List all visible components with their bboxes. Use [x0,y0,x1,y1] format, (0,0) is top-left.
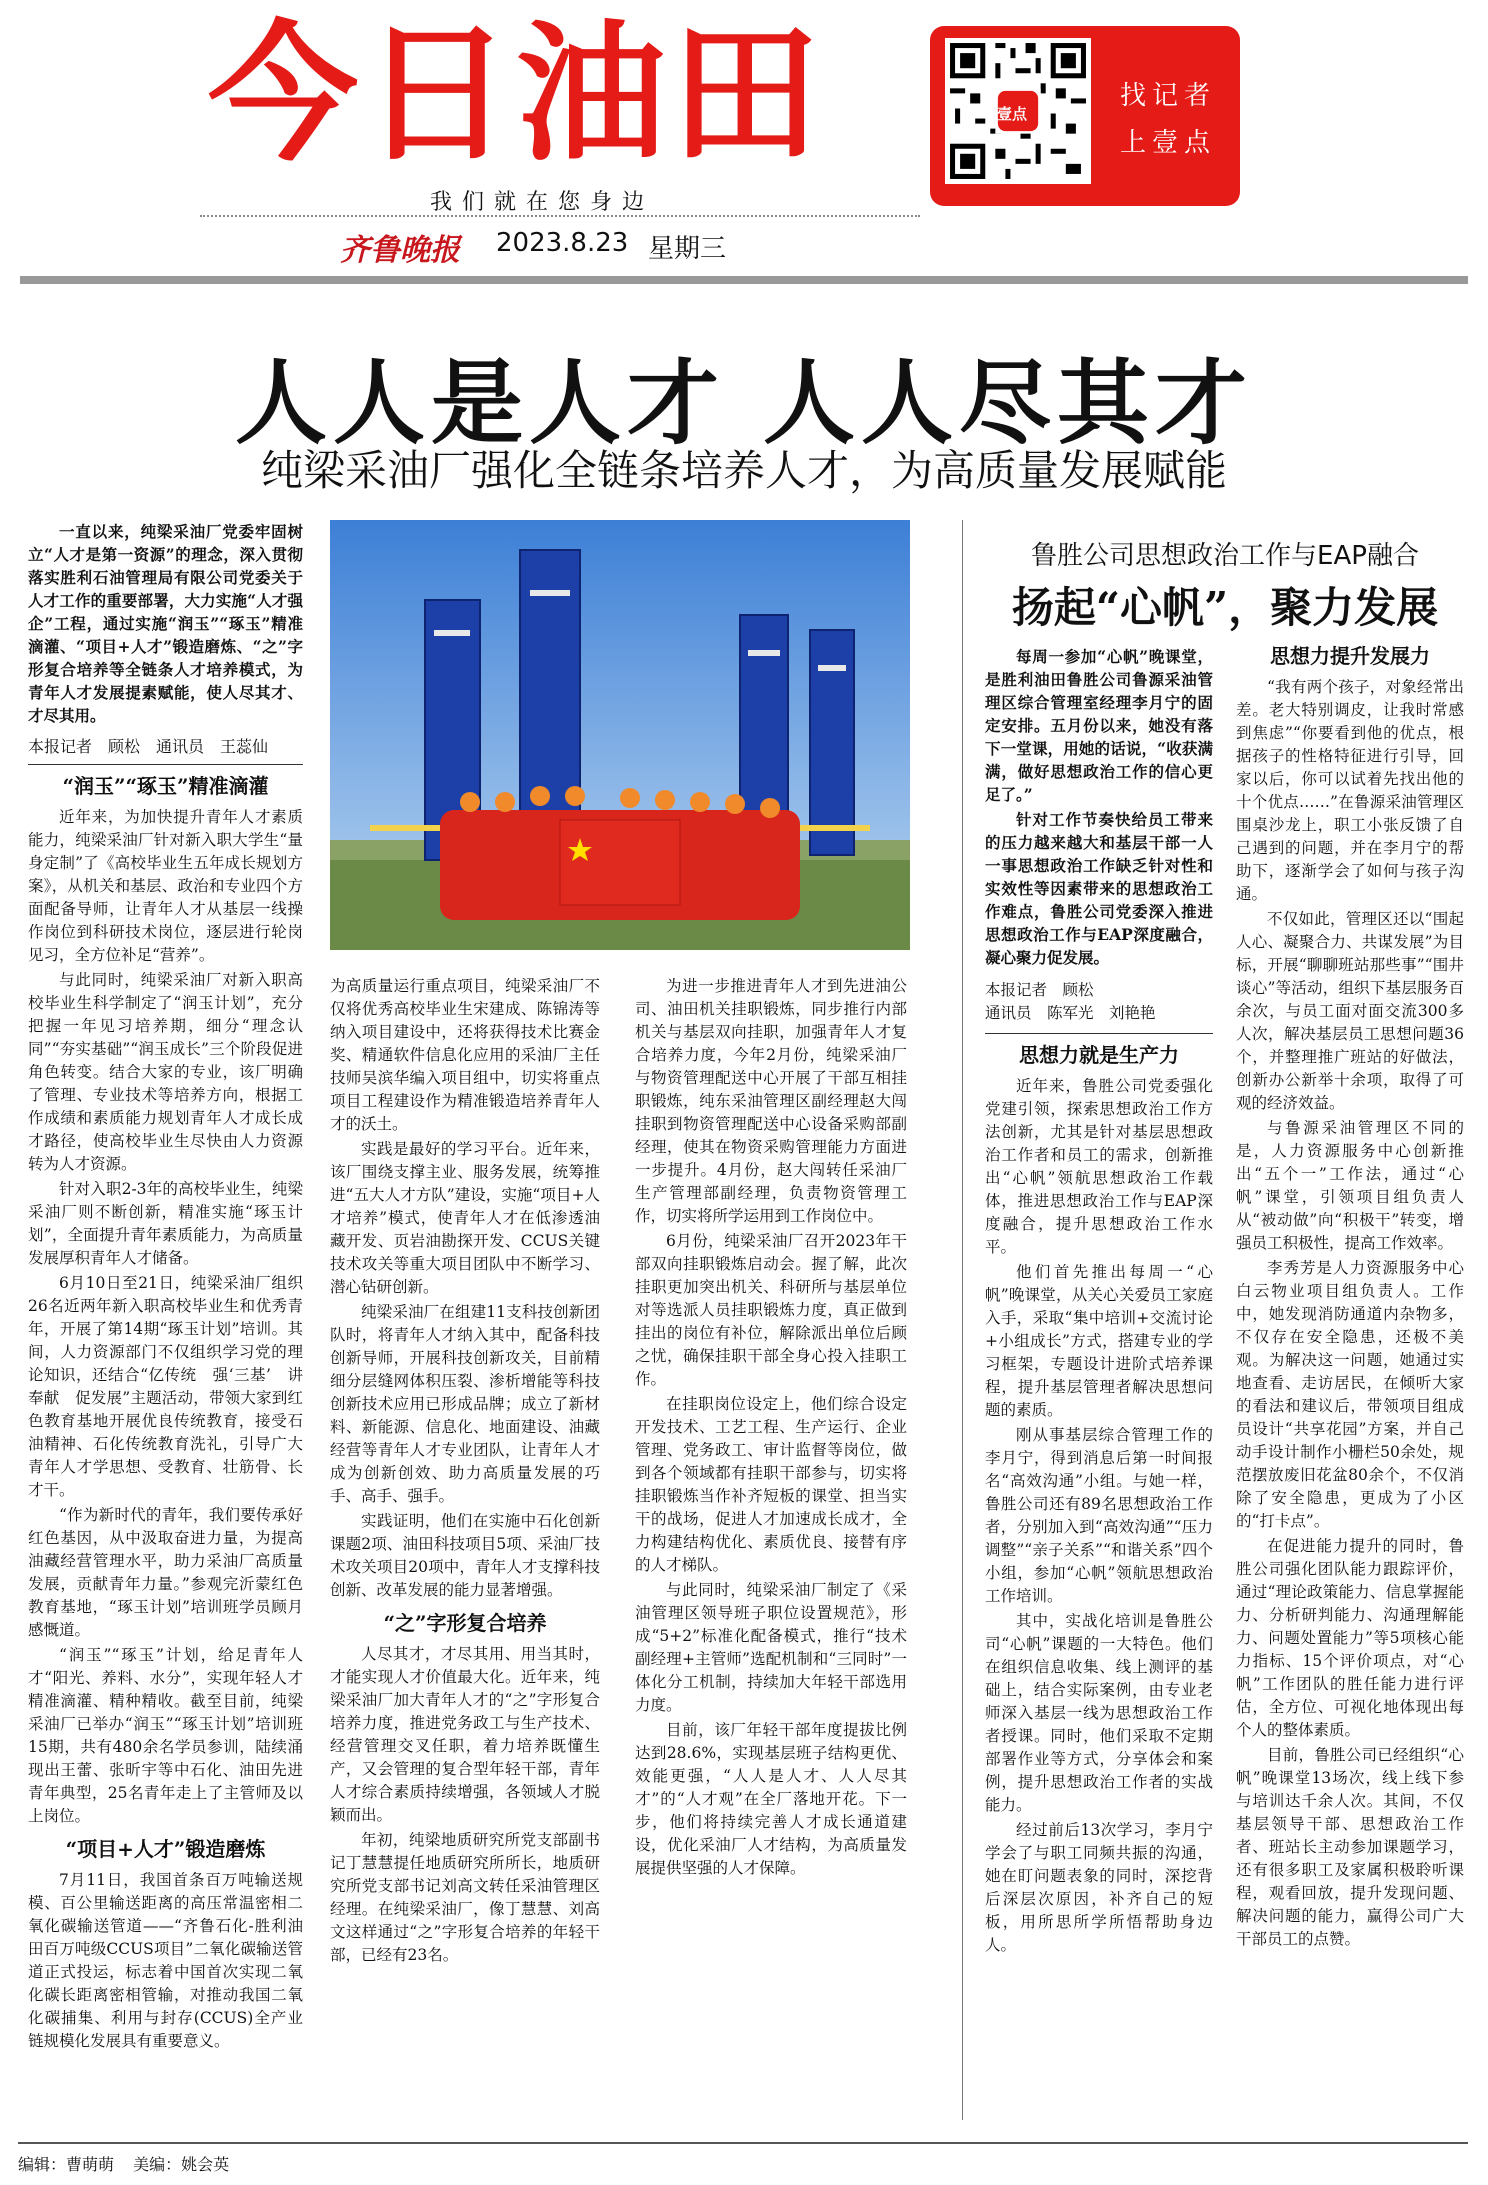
article-byline: 本报记者 顾松 通讯员 王蕊仙 [28,735,303,765]
paragraph: 不仅如此，管理区还以“围起人心、凝聚合力、共谋发展”为目标，开展“聊聊班站那些事”“围井谈心”等活动，组织下基层服务百余次，与员工面对面交流300多人次，解决基层员工思想问题36个，并整理推广班站的好做法，创新办公新举十余项，取得了可观的经济效益。 [1236,910,1464,1112]
subheadline: 纯梁采油厂强化全链条培养人才，为高质量发展赋能 [260,446,1227,495]
side-byline [985,979,1213,1025]
paragraph: 年初，纯梁地质研究所党支部副书记丁慧慧提任地质研究所所长，地质研究所党支部书记刘高文转任采油管理区经理。在纯梁采油厂，像丁慧慧、刘高文这样通过“之”字形复合培养的年轻干部，已经有23名。 [330,1831,600,1964]
headline: 人人是人才 人人尽其才 [234,349,1254,457]
footer-credits [18,2152,229,2175]
side-lead: 针对工作节奏快给员工带来的压力越来越大和基层干部一人一事思想政治工作缺乏针对性和实效性等因素带来的思想政治工作难点，鲁胜公司党委深入推进思想政治工作与EAP深度融合，凝心聚力促发展。 [985,810,1213,967]
qr-label: 壹点 [997,105,1028,123]
side-column-1 [985,645,1213,1959]
editor-credit: 编辑：曹萌萌 [18,2155,115,2174]
paragraph-continued: 为高质量运行重点项目，纯梁采油厂不仅将优秀高校毕业生宋建成、陈锦涛等纳入项目建设中，还将获得技术比赛金奖、精通软件信息化应用的采油厂主任技师吴滨华编入项目组中，切实将重点项目工程建设作为精准锻造培养青年人才的沃土。 [330,977,600,1133]
paragraph: “我有两个孩子，对象经常出差。老大特别调皮，让我时常感到焦虑”“你要看到他的优点，根据孩子的性格特征进行引导，回家以后，你可以试着先找出他的十个优点……”在鲁源采油管理区围桌沙龙上，职工小张反馈了自己遇到的问题，并在李月宁的帮助下，逐渐学会了如何与孩子沟通。 [1236,678,1464,903]
section-heading: “项目+人才”锻造磨炼 [65,1837,266,1861]
issue-date: 2023.8.23 [496,228,629,258]
paragraph: 与此同时，纯梁采油厂对新入职高校毕业生科学制定了“润玉计划”，充分把握一年见习培养期，细分“理念认同”“夯实基础”“润玉成长”三个阶段促进角色转变。结合大家的专业，该厂明确了管理、专业技术等培养方向，根据工作成绩和素质能力规划青年人才成长成才路径，使高校毕业生尽快由人力资源转为人才资源。 [28,971,303,1173]
paragraph: 实践是最好的学习平台。近年来，该厂围绕支撑主业、服务发展，统筹推进“五大人才方队”建设，实施“项目+人才培养”模式，使青年人才在低渗透油藏开发、页岩油勘探开发、CCUS关键技术攻关等重大项目团队中不断学习、潜心钻研创新。 [330,1140,600,1296]
oil-pump-photo-icon [330,520,910,950]
section-heading: 思想力就是生产力 [1019,1043,1179,1067]
section-heading: 思想力提升发展力 [1270,644,1430,668]
paragraph: 近年来，鲁胜公司党委强化党建引领，探索思想政治工作方法创新，尤其是针对基层思想政治工作者和员工的需求，创新推出“心帆”领航思想政治工作载体，推进思想政治工作与EAP深度融合，提升思想政治工作水平。 [985,1077,1213,1256]
main-column-2 [330,975,600,1969]
banner-line-1: 找记者 [1120,81,1217,111]
masthead-slogan: 我们就在您身边 [430,190,655,215]
masthead-title: 今日油田 [208,8,825,182]
paragraph: 6月10日至21日，纯梁采油厂组织26名近两年新入职高校毕业生和优秀青年，开展了第14期“琢玉计划”培训。其间，人力资源部门不仅组织学习党的理论知识，还结合“亿传统 强‘三基’ 讲奉献 促发展”主题活动，带领大家到红色教育基地开展优良传统教育，接受石油精神、石化传统教育洗礼，引导广大青年人才学思想、受教育、壮筋骨、长才干。 [28,1274,303,1499]
paragraph: 针对入职2-3年的高校毕业生，纯梁采油厂则不断创新，精准实施“琢玉计划”，全面提升青年素质能力，为高质量发展厚积青年人才储备。 [28,1180,303,1267]
paragraph: 人尽其才，才尽其用、用当其时，才能实现人才价值最大化。近年来，纯梁采油厂加大青年人才的“之”字形复合培养力度，推进党务政工与生产技术、经营管理交叉任职，着力培养既懂生产，又会管理的复合型年轻干部，青年人才综合素质持续增强，各领域人才脱颖而出。 [330,1645,600,1824]
main-column-3 [635,975,907,1882]
side-kicker: 鲁胜公司思想政治工作与EAP融合 [1031,541,1419,571]
paragraph: 其中，实战化培训是鲁胜公司“心帆”课题的一大特色。他们在组织信息收集、线上测评的基础上，结合实际案例，由专业老师深入基层一线为思想政治工作者授课。同时，他们采取不定期部署作业等方式，分享体会和案例，提升思想政治工作者的实战能力。 [985,1612,1213,1814]
issue-weekday: 星期三 [648,234,727,264]
paragraph: 与此同时，纯梁采油厂制定了《采油管理区领导班子职位设置规范》，形成“5+2”标准化配备模式，推行“技术副经理+主管师”选配机制和“三同时”一体化分工机制，持续加大年轻干部选用力度。 [635,1581,907,1714]
paragraph: 刚从事基层综合管理工作的李月宁，得到消息后第一时间报名“高效沟通”小组。与她一样，鲁胜公司还有89名思想政治工作者，分别加入到“高效沟通”“压力调整”“亲子关系”“和谐关系”四个小组，参加“心帆”领航思想政治工作培训。 [985,1426,1213,1605]
main-column-1 [28,520,303,2055]
masthead-rule [20,276,1468,284]
paragraph: 经过前后13次学习，李月宁学会了与职工同频共振的沟通，她在盯问题表象的同时，深挖背后深层次原因，补齐自己的短板，用所思所学所悟帮助身边人。 [985,1821,1213,1954]
side-rule [985,1033,1213,1034]
news-photo [330,520,910,950]
side-byline-correspondents: 通讯员 陈军光 刘艳艳 [985,1004,1156,1022]
paragraph: 他们首先推出每周一“心帆”晚课堂，从关心关爱员工家庭入手，采取“集中培训+交流讨论+小组成长”方式，搭建专业的学习框架，专题设计进阶式培养课程，提升基层管理者解决思想问题的素质。 [985,1263,1213,1419]
paragraph: 为进一步推进青年人才到先进油公司、油田机关挂职锻炼，同步推行内部机关与基层双向挂职，加强青年人才复合培养力度，今年2月份，纯梁采油厂与物资管理配送中心开展了干部互相挂职锻炼，纯东采油管理区副经理赵大闯挂职到物资管理配送中心设备采购部副经理，使其在物资采购管理能力方面进一步提升。4月份，赵大闯转任采油厂生产管理部副经理，负责物资管理工作，切实将所学运用到工作岗位中。 [635,977,907,1225]
paragraph: 目前，鲁胜公司已经组织“心帆”晚课堂13场次，线上线下参与培训达千余人次。其间，不仅基层领导干部、思想政治工作者、班站长主动参加课题学习，还有很多职工及家属积极聆听课程，观看回放，提升发现问题、解决问题的能力，赢得公司广大干部员工的点赞。 [1236,1746,1464,1948]
article-lead: 一直以来，纯梁采油厂党委牢固树立“人才是第一资源”的理念，深入贯彻落实胜利石油管理局有限公司党委关于人才工作的重要部署，大力实施“人才强企”工程，通过实施“润玉”“琢玉”精准滴灌、“项目+人才”锻造磨炼、“之”字形复合培养等全链条人才培养模式，为青年人才发展提素赋能，使人尽其才、才尽其用。 [28,522,303,725]
paragraph: “润玉”“琢玉”计划，给足青年人才“阳光、养料、水分”，实现年轻人才精准滴灌、精种精收。截至目前，纯梁采油厂已举办“润玉”“琢玉计划”培训班15期，共有480余名学员参训，陆续涌现出王蕾、张昕宇等中石化、油田先进青年典型，25名青年走上了主管师及以上岗位。 [28,1646,303,1825]
side-byline-reporter: 本报记者 顾松 [985,981,1094,999]
paragraph: 与鲁源采油管理区不同的是，人力资源服务中心创新推出“五个一”工作法，通过“心帆”课堂，引领项目组负责人从“被动做”向“积极干”转变，增强员工积极性，提高工作效率。 [1236,1119,1464,1252]
paragraph: 7月11日，我国首条百万吨输送规模、百公里输送距离的高压常温密相二氧化碳输送管道——“齐鲁石化-胜利油田百万吨级CCUS项目”二氧化碳输送管道正式投运，标志着中国首次实现二氧化碳长距离密相管输，对推动我国二氧化碳捕集、利用与封存(CCUS)全产业链规模化发展具有重要意义。 [28,1871,303,2050]
side-lead: 每周一参加“心帆”晚课堂，是胜利油田鲁胜公司鲁源采油管理区综合管理室经理李月宁的固定安排。五月份以来，她没有落下一堂课，用她的话说，“收获满满，做好思想政治工作的信心更足了。” [985,647,1213,804]
paragraph: “作为新时代的青年，我们要传承好红色基因，从中汲取奋进力量，为提高油藏经营管理水平，助力采油厂高质量发展，贡献青年力量。”参观完沂蒙红色教育基地，“琢玉计划”培训班学员顾月感慨道。 [28,1506,303,1639]
paragraph: 6月份，纯梁采油厂召开2023年干部双向挂职锻炼启动会。握了解，此次挂职更加突出机关、科研所与基层单位对等选派人员挂职锻炼力度，真正做到挂出的岗位有补位，解除派出单位后顾之忧，确保挂职干部全身心投入挂职工作。 [635,1232,907,1388]
section-heading: “之”字形复合培养 [383,1611,547,1635]
designer-credit: 美编：姚会英 [133,2155,230,2174]
paper-name: 齐鲁晚报 [340,233,460,268]
paragraph: 在促进能力提升的同时，鲁胜公司强化团队能力跟踪评价，通过“理论政策能力、信息掌握能力、分析研判能力、沟通理解能力、问题处置能力”等5项核心能力指标、15个评价项点，对“心帆”工作团队的胜任能力进行评估，全方位、可视化地体现出每个人的整体素质。 [1236,1537,1464,1739]
side-column-2 [1236,645,1464,1953]
side-headline: 扬起“心帆”，聚力发展 [1011,583,1439,632]
column-divider [962,520,963,2120]
paragraph: 目前，该厂年轻干部年度提拔比例达到28.6%，实现基层班子结构更优、效能更强，“人人是人才、人人尽其才”的“人才观”在全厂落地开花。下一步，他们将持续完善人才成长通道建设，优化采油厂人才结构，为高质量发展提供坚强的人才保障。 [635,1721,907,1877]
paragraph: 实践证明，他们在实施中石化创新课题2项、油田科技项目5项、采油厂技术攻关项目20项中，青年人才支撑科技创新、改革发展的能力显著增强。 [330,1512,600,1599]
section-heading: “润玉”“琢玉”精准滴灌 [62,774,269,798]
paragraph: 在挂职岗位设定上，他们综合设定开发技术、工艺工程、生产运行、企业管理、党务政工、审计监督等岗位，做到各个领域都有挂职干部参与，切实将挂职锻炼当作补齐短板的课堂、担当实干的战场，促进人才加速成长成才，全力构建结构优化、素质优良、接替有序的人才梯队。 [635,1395,907,1574]
banner-line-2: 上壹点 [1120,128,1217,158]
paragraph: 李秀芳是人力资源服务中心白云物业项目组负责人。工作中，她发现消防通道内杂物多，不仅存在安全隐患，还极不美观。为解决这一问题，她通过实地查看、走访居民，在倾听大家的看法和建议后，带领项目组成员设计“共享花园”方案，并自己动手设计制作小栅栏50余处，规范摆放废旧花盆80余个，不仅消除了安全隐患，更成为了小区的“打卡点”。 [1236,1259,1464,1530]
footer-rule [18,2142,1468,2144]
paragraph: 近年来，为加快提升青年人才素质能力，纯梁采油厂针对新入职大学生“量身定制”了《高校毕业生五年成长规划方案》，从机关和基层、政治和专业四个方面配备导师，让青年人才从基层一线操作岗位到科研技术岗位，逐层进行轮岗见习，全方位补足“营养”。 [28,808,303,964]
paragraph: 纯梁采油厂在组建11支科技创新团队时，将青年人才纳入其中，配备科技创新导师，开展科技创新攻关，目前精细分层缝网体积压裂、渗析增能等科技创新技术应用已形成品牌；成立了新材料、新能源、信息化、地面建设、油藏经营等青年人才专业团队，让青年人才成为创新创效、助力高质量发展的巧手、高手、强手。 [330,1303,600,1505]
